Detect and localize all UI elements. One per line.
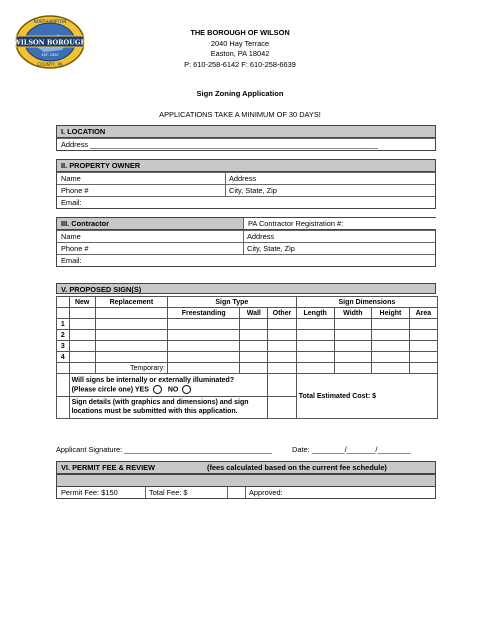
- col-width: Width: [334, 308, 371, 319]
- signature-date[interactable]: Date: ________/_______/________: [292, 445, 411, 454]
- contractor-row-1[interactable]: [57, 230, 435, 242]
- contractor-title-row: [57, 218, 435, 230]
- no-label: NO: [167, 386, 179, 394]
- sign-details-note: Sign details (with graphics and dimensions) and sign locations must be submitted with this application.: [69, 397, 268, 419]
- permit-fee-field[interactable]: Permit Fee: $150: [61, 488, 118, 497]
- col-freestanding: Freestanding: [168, 308, 240, 319]
- street-address: 2040 Hay Terrace: [210, 38, 270, 48]
- property-owner-section: [56, 159, 436, 209]
- permit-title-row: [57, 462, 435, 474]
- col-length: Length: [296, 308, 334, 319]
- contractor-phone-field[interactable]: Phone #: [61, 244, 89, 253]
- notice: APPLICATIONS TAKE A MINIMUM OF 30 DAYS!: [159, 110, 321, 119]
- owner-phone-field[interactable]: Phone #: [61, 186, 89, 195]
- location-address-row[interactable]: [57, 138, 435, 150]
- header-block: [150, 28, 330, 70]
- sign-row[interactable]: [57, 319, 438, 330]
- owner-address-field[interactable]: Address: [229, 174, 257, 183]
- row-number: 2: [57, 330, 70, 341]
- contractor-email-field[interactable]: Email:: [61, 256, 82, 265]
- permit-section: [56, 461, 436, 499]
- owner-row-1[interactable]: [57, 172, 435, 184]
- contractor-row-2[interactable]: [57, 242, 435, 254]
- svg-text:COUNTY, PA: COUNTY, PA: [37, 62, 63, 67]
- contractor-row-3[interactable]: [57, 254, 435, 266]
- illumination-text: Will signs be internally or externally illuminated?: [71, 377, 235, 384]
- row-number: 1: [57, 319, 70, 330]
- col-wall: Wall: [240, 308, 268, 319]
- permit-title: VI. PERMIT FEE & REVIEW: [61, 463, 156, 472]
- contractor-section: [56, 217, 436, 267]
- city-address: Easton, PA 18042: [210, 49, 270, 58]
- col-height: Height: [372, 308, 410, 319]
- contractor-city-field[interactable]: City, State, Zip: [247, 244, 295, 253]
- owner-row-3[interactable]: [57, 196, 435, 208]
- total-fee-field[interactable]: Total Fee: $: [149, 488, 188, 497]
- col-sign-dimensions: Sign Dimensions: [296, 297, 437, 308]
- temporary-label: Temporary:: [95, 363, 167, 374]
- location-address-label: Address ______________________________________________________________________: [61, 140, 378, 149]
- signs-title: V. PROPOSED SIGN(S): [56, 283, 436, 294]
- owner-city-field[interactable]: City, State, Zip: [229, 186, 277, 195]
- phone-fax: P: 610-258-6142 F: 610-258-6639: [184, 59, 296, 69]
- permit-note: (fees calculated based on the current fee schedule): [207, 463, 387, 472]
- yes-circle[interactable]: [153, 385, 162, 394]
- approved-field[interactable]: Approved:: [249, 488, 283, 497]
- signs-table: [56, 296, 438, 419]
- sign-row[interactable]: [57, 341, 438, 352]
- location-section: [56, 125, 436, 151]
- temporary-row[interactable]: [57, 363, 438, 374]
- owner-title: II. PROPERTY OWNER: [57, 160, 435, 172]
- col-other: Other: [268, 308, 296, 319]
- yes-label: (Please circle one) YES: [71, 386, 149, 394]
- owner-email-field[interactable]: Email:: [61, 198, 82, 207]
- applicant-signature[interactable]: Applicant Signature: ____________________________________: [56, 445, 273, 454]
- total-cost-field[interactable]: Total Estimated Cost: $: [296, 374, 437, 419]
- location-title: I. LOCATION: [57, 126, 435, 138]
- owner-row-2[interactable]: [57, 184, 435, 196]
- svg-text:NORTHAMPTON: NORTHAMPTON: [33, 19, 67, 24]
- row-number: 4: [57, 352, 70, 363]
- no-circle[interactable]: [182, 385, 191, 394]
- sign-row[interactable]: [57, 330, 438, 341]
- col-sign-type: Sign Type: [168, 297, 297, 308]
- row-number: 3: [57, 341, 70, 352]
- form-title: Sign Zoning Application: [196, 89, 284, 98]
- illumination-question: [69, 374, 268, 397]
- contractor-address-field[interactable]: Address: [247, 232, 275, 241]
- col-area: Area: [409, 308, 437, 319]
- sign-row[interactable]: [57, 352, 438, 363]
- svg-text:WILSON BOROUGH: WILSON BOROUGH: [13, 38, 87, 47]
- contractor-title: III. Contractor: [61, 219, 110, 228]
- col-replacement: Replacement: [95, 297, 167, 308]
- owner-name-field[interactable]: Name: [61, 174, 81, 183]
- contractor-name-field[interactable]: Name: [61, 232, 81, 241]
- org-name: THE BOROUGH OF WILSON: [190, 28, 290, 37]
- permit-fee-row[interactable]: [57, 486, 435, 498]
- illumination-options: [72, 385, 266, 394]
- col-new: New: [69, 297, 95, 308]
- borough-seal-logo: [12, 14, 88, 70]
- svg-text:EST. 1920: EST. 1920: [41, 53, 59, 57]
- contractor-reg-field[interactable]: PA Contractor Registration #:: [243, 218, 436, 229]
